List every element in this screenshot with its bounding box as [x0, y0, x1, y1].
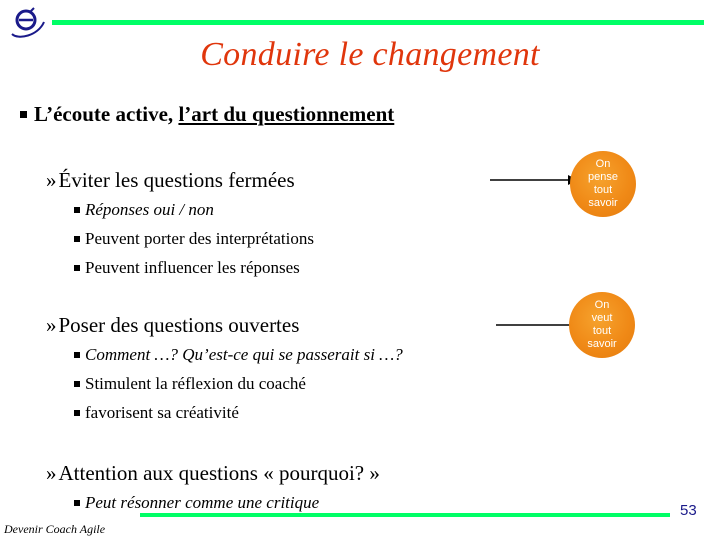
bullet-square-icon	[74, 410, 80, 416]
top-accent-line	[52, 20, 704, 25]
page-title: Conduire le changement	[200, 36, 540, 73]
chevron-bullet-icon: »	[46, 313, 57, 337]
footer-text: Devenir Coach Agile	[4, 522, 106, 536]
heading	[20, 102, 394, 127]
bullet-square-icon	[74, 352, 80, 358]
list-item: Peut résonner comme une critique	[74, 493, 319, 513]
bullet-square-icon	[74, 236, 80, 242]
bullet-square-icon	[20, 111, 27, 118]
badge-circle: On veut tout savoir	[569, 292, 635, 358]
badge-circle: On pense tout savoir	[570, 151, 636, 217]
bullet-square-icon	[74, 381, 80, 387]
heading-prefix: L’écoute active,	[34, 102, 179, 126]
bullet-square-icon	[74, 500, 80, 506]
section-1-label: »Éviter les questions fermées	[46, 168, 295, 192]
bullet-square-icon	[74, 265, 80, 271]
chevron-bullet-icon: »	[46, 461, 57, 485]
arrow-right-icon	[488, 172, 580, 188]
bullet-square-icon	[74, 207, 80, 213]
chevron-bullet-icon: »	[46, 168, 57, 192]
section-2-label: »Poser des questions ouvertes	[46, 313, 300, 337]
list-item: favorisent sa créativité	[74, 403, 239, 423]
list-item: Comment …? Qu’est-ce qui se passerait si …?	[74, 345, 403, 365]
bottom-accent-line	[140, 513, 670, 517]
list-item: Peuvent porter des interprétations	[74, 229, 314, 249]
list-item: Stimulent la réflexion du coaché	[74, 374, 306, 394]
page-number: 53	[680, 502, 697, 519]
heading-underlined: l’art du questionnement	[178, 102, 395, 126]
list-item: Réponses oui / non	[74, 200, 214, 220]
section-3-label: »Attention aux questions « pourquoi? »	[46, 461, 380, 485]
list-item: Peuvent influencer les réponses	[74, 258, 300, 278]
